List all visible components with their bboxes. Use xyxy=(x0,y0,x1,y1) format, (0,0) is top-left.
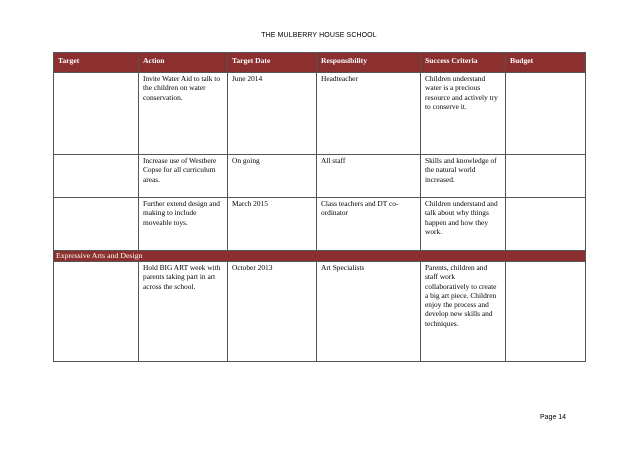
cell-action: Invite Water Aid to talk to the children on water conservation. xyxy=(139,73,228,155)
cell-target xyxy=(54,262,139,362)
cell-target-date: June 2014 xyxy=(228,73,317,155)
table-row xyxy=(54,155,586,198)
cell-target xyxy=(54,155,139,198)
section-row-expressive-arts xyxy=(54,251,586,262)
cell-target-date: March 2015 xyxy=(228,198,317,251)
cell-target xyxy=(54,73,139,155)
cell-action: Hold BIG ART week with parents taking part in art across the school. xyxy=(139,262,228,362)
action-plan-table xyxy=(53,52,586,362)
header-action: Action xyxy=(139,53,228,73)
cell-success-criteria: Children understand and talk about why things happen and how they work. xyxy=(421,198,506,251)
cell-success-criteria: Children understand water is a precious resource and actively try to conserve it. xyxy=(421,73,506,155)
page-number: Page 14 xyxy=(540,414,567,421)
cell-responsibility: All staff xyxy=(317,155,421,198)
cell-budget xyxy=(506,73,586,155)
cell-target-date: On going xyxy=(228,155,317,198)
cell-responsibility: Headteacher xyxy=(317,73,421,155)
cell-budget xyxy=(506,155,586,198)
cell-budget xyxy=(506,198,586,251)
cell-action: Further extend design and making to include moveable toys. xyxy=(139,198,228,251)
header-success-criteria: Success Criteria xyxy=(421,53,506,73)
cell-target-date: October 2013 xyxy=(228,262,317,362)
section-label: Expressive Arts and Design xyxy=(54,251,586,262)
table-row xyxy=(54,198,586,251)
header-responsibility: Responsibility xyxy=(317,53,421,73)
cell-responsibility: Art Specialists xyxy=(317,262,421,362)
cell-action: Increase use of Westbere Copse for all curriculum areas. xyxy=(139,155,228,198)
header-target-date: Target Date xyxy=(228,53,317,73)
cell-target xyxy=(54,198,139,251)
cell-budget xyxy=(506,262,586,362)
cell-responsibility: Class teachers and DT co-ordinator xyxy=(317,198,421,251)
cell-success-criteria: Skills and knowledge of the natural world increased. xyxy=(421,155,506,198)
table-header-row xyxy=(54,53,586,73)
document-title: THE MULBERRY HOUSE SCHOOL xyxy=(261,32,377,39)
cell-success-criteria: Parents, children and staff work collaboratively to create a big art piece. Children enjoy the process and develop new skills and techniques. xyxy=(421,262,506,362)
table-row xyxy=(54,262,586,362)
header-budget: Budget xyxy=(506,53,586,73)
header-target: Target xyxy=(54,53,139,73)
table-row xyxy=(54,73,586,155)
